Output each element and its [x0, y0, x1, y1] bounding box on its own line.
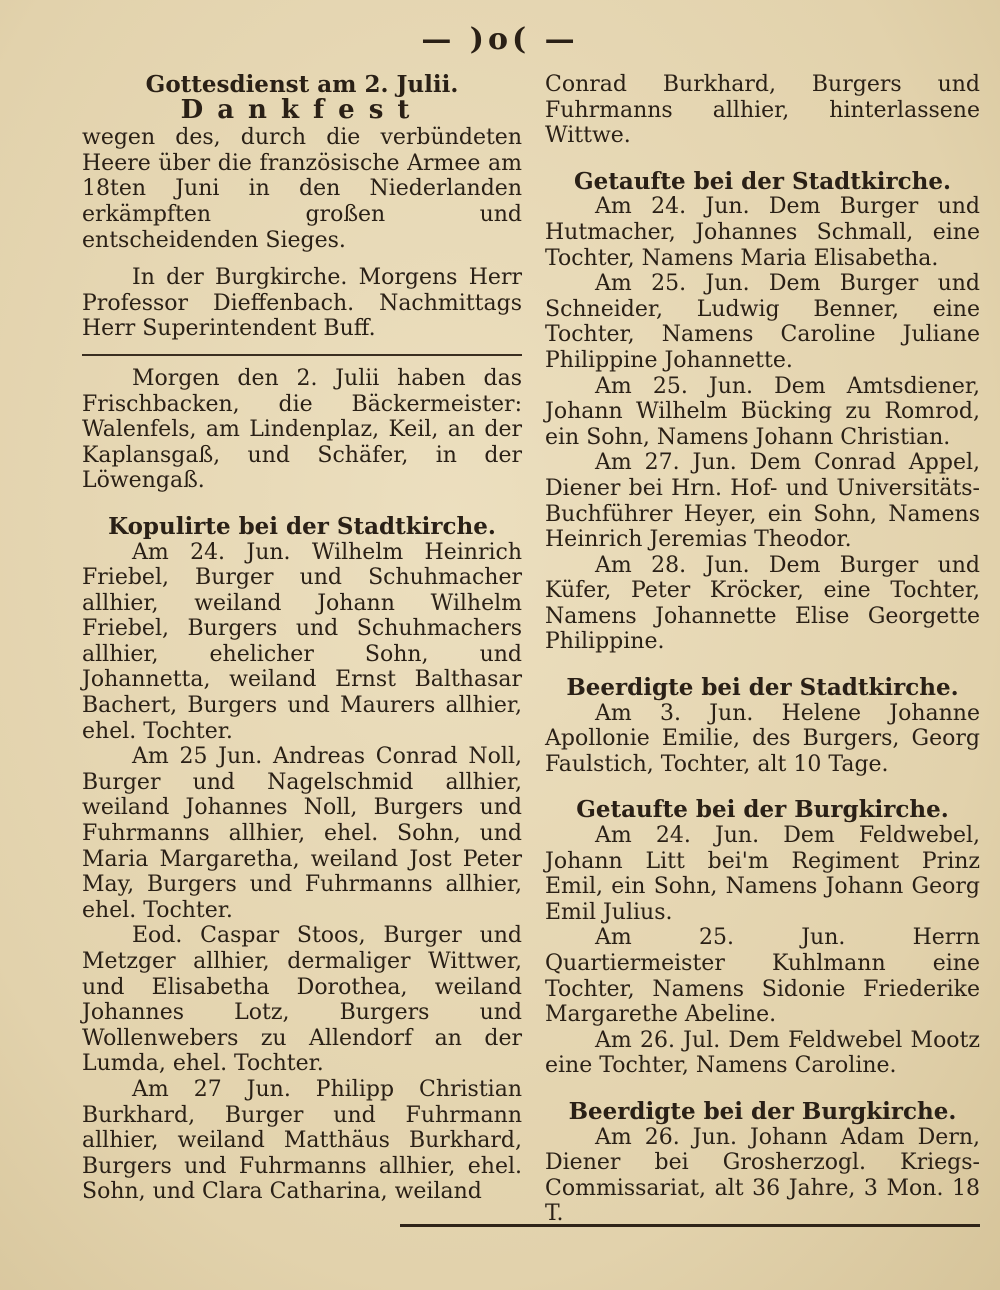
bakers-text: Morgen den 2. Julii haben das Frischbacken, die Bäckermeister: Walenfels, am Lindenplaz, Keil, an der Kaplansgaß, und Schäfer, in der Löwengaß.: [82, 365, 522, 494]
burgkirche-text: In der Burgkirche. Morgens Herr Professor Dieffenbach. Nachmittags Herr Superintendent Buff.: [82, 265, 522, 342]
married-entry: Am 25 Jun. Andreas Conrad Noll, Burger und Nagelschmid allhier, weiland Johannes Noll, Burgers und Fuhrmanns allhier, ehel. Sohn, und Maria Margaretha, weiland Jost Peter May, Burgers und Fuhrmanns allhier, ehel. Tochter.: [82, 744, 522, 923]
left-column: [82, 72, 522, 1205]
baptism-entry: Am 25. Jun. Dem Burger und Schneider, Ludwig Benner, eine Tochter, Namens Caroline Juliane Philippine Johannette.: [545, 271, 980, 373]
baptism-entry: Am 25. Jun. Herrn Quartiermeister Kuhlmann eine Tochter, Namens Sidonie Friederike Margarethe Abeline.: [545, 925, 980, 1028]
baptism-entry: Am 25. Jun. Dem Amtsdiener, Johann Wilhelm Bücking zu Romrod, ein Sohn, Namens Johann Christian.: [545, 373, 980, 450]
married-entry: Am 27 Jun. Philipp Christian Burkhard, Burger und Fuhrmann allhier, weiland Matthäus Burkhard, Burgers und Fuhrmanns allhier, ehel. Sohn, und Clara Catharina, weiland: [82, 1076, 522, 1205]
thanks-heading: Dankfest: [180, 94, 424, 125]
section-divider: [82, 354, 522, 356]
burial-entry: Am 3. Jun. Helene Johanne Apollonie Emilie, des Burgers, Georg Faulstich, Tochter, alt 10 Tage.: [545, 700, 980, 777]
right-column: [545, 72, 980, 1227]
baptism-entry: Am 26. Jul. Dem Feldwebel Mootz eine Tochter, Namens Caroline.: [545, 1027, 980, 1079]
bottom-rule: [400, 1224, 980, 1227]
baptized-stadtkirche-heading: Getaufte bei der Stadtkirche.: [574, 167, 951, 195]
service-heading: Gottesdienst am 2. Julii.: [145, 71, 459, 98]
baptism-entry: Am 24. Jun. Dem Burger und Hutmacher, Johannes Schmall, eine Tochter, Namens Maria Elisabetha.: [545, 194, 980, 271]
baptized-burgkirche-heading: Getaufte bei der Burgkirche.: [576, 796, 949, 824]
buried-stadtkirche-heading: Beerdigte bei der Stadtkirche.: [566, 674, 959, 702]
baptism-entry: Am 27. Jun. Dem Conrad Appel, Diener bei Hrn. Hof- und Universitäts-Buchführer Heyer, ein Sohn, Namens Heinrich Jeremias Theodor.: [545, 450, 980, 553]
married-entry: Am 24. Jun. Wilhelm Heinrich Friebel, Burger und Schuhmacher allhier, weiland Johann Wilhelm Friebel, Burgers und Schuhmachers allhier, ehelicher Sohn, und Johannetta, weiland Ernst Balthasar Bachert, Burgers und Maurers allhier, ehel. Tochter.: [82, 539, 522, 744]
married-entry-continued: Conrad Burkhard, Burgers und Fuhrmanns allhier, hinterlassene Wittwe.: [545, 72, 980, 149]
thanks-text: wegen des, durch die verbündeten Heere über die französische Armee am 18ten Juni in den Niederlanden erkämpften großen und entscheidenden Sieges.: [82, 125, 522, 253]
baptism-entry: Am 24. Jun. Dem Feldwebel, Johann Litt bei'm Regiment Prinz Emil, ein Sohn, Namens Johann Georg Emil Julius.: [545, 823, 980, 925]
page-ornament: — )o( —: [421, 22, 579, 57]
married-heading: Kopulirte bei der Stadtkirche.: [108, 512, 496, 540]
baptism-entry: Am 28. Jun. Dem Burger und Küfer, Peter Kröcker, eine Tochter, Namens Johannette Elise Georgette Philippine.: [545, 552, 980, 655]
buried-burgkirche-heading: Beerdigte bei der Burgkirche.: [568, 1097, 957, 1125]
burial-entry: Am 26. Jun. Johann Adam Dern, Diener bei Grosherzogl. Kriegs-Commissariat, alt 36 Jahre, 3 Mon. 18 T.: [545, 1124, 980, 1227]
married-entry: Eod. Caspar Stoos, Burger und Metzger allhier, dermaliger Wittwer, und Elisabetha Dorothea, weiland Johannes Lotz, Burgers und Wollenwebers zu Allendorf an der Lumda, ehel. Tochter.: [82, 923, 522, 1077]
